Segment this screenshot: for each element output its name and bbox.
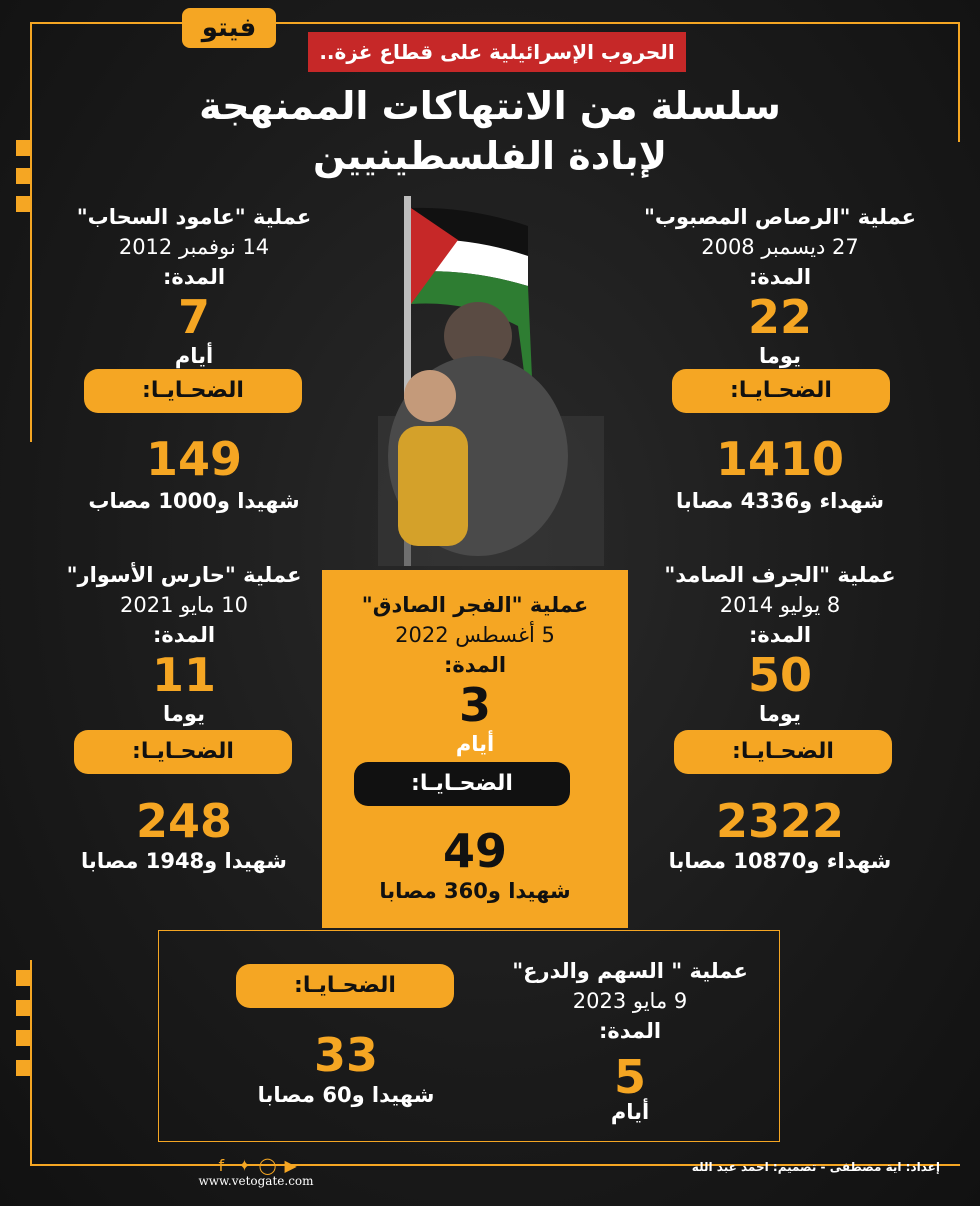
social-links: [186, 1156, 326, 1175]
credits-text: إعداد: اية مصطفى - تصميم: احمد عبد الله: [691, 1160, 940, 1174]
casualties-pill: الضحـايـا:: [674, 730, 892, 774]
photo-child-head: [404, 370, 456, 422]
duration-value: 5: [613, 1050, 646, 1104]
instagram-icon[interactable]: ◯: [258, 1156, 277, 1175]
duration-value: 22: [747, 290, 812, 344]
operation-date: 10 مايو 2021: [120, 593, 248, 617]
page-title-line2: لإبادة الفلسطينيين: [312, 134, 668, 178]
frame-dash: [16, 196, 32, 212]
casualties-details: شهداء و4336 مصابا: [675, 489, 885, 513]
duration-label: المدة:: [152, 623, 216, 647]
duration-unit: أيام: [174, 344, 214, 368]
killed-count: 248: [135, 794, 233, 848]
operation-card: [44, 560, 324, 728]
operation-card: [640, 202, 920, 370]
facebook-icon[interactable]: f: [218, 1156, 225, 1175]
duration-unit: أيام: [610, 1100, 650, 1124]
casualties-pill: الضحـايـا:: [74, 730, 292, 774]
operation-card: [490, 956, 770, 1046]
frame-dash: [16, 970, 32, 986]
operation-card: [322, 590, 628, 758]
killed-count: 49: [442, 824, 507, 878]
duration-value: 7: [177, 290, 210, 344]
operation-name: عملية "الفجر الصادق": [361, 593, 589, 617]
palestine-flag-illustration: [378, 196, 608, 566]
casualties-pill: الضحـايـا:: [354, 762, 570, 806]
frame-dash: [16, 140, 32, 156]
operation-date: 27 ديسمبر 2008: [701, 235, 859, 259]
duration-unit: يوما: [163, 702, 205, 726]
casualties-details: شهيدا و60 مصابا: [257, 1083, 435, 1107]
operation-date: 14 نوفمبر 2012: [118, 235, 270, 259]
duration-value: 11: [151, 648, 216, 702]
page-title-line1: سلسلة من الانتهاكات الممنهجة: [199, 84, 781, 128]
duration-value: 3: [458, 678, 491, 732]
duration-unit: أيام: [455, 732, 495, 756]
killed-count: 33: [313, 1028, 378, 1082]
frame-dash: [16, 1060, 32, 1076]
duration-label: المدة:: [748, 265, 812, 289]
duration-label: المدة:: [598, 1019, 662, 1043]
killed-count: 1410: [715, 432, 845, 486]
operation-name: عملية "الجرف الصامد": [664, 563, 896, 587]
casualties-details: شهيدا و1000 مصاب: [88, 489, 300, 513]
operation-date: 9 مايو 2023: [572, 989, 688, 1013]
website-link[interactable]: www.vetogate.com: [198, 1174, 314, 1188]
killed-count: 149: [145, 432, 243, 486]
casualties-details: شهيدا و360 مصابا: [379, 879, 571, 903]
veto-logo[interactable]: فيتو: [182, 8, 276, 48]
duration-label: المدة:: [748, 623, 812, 647]
casualties-details: شهداء و10870 مصابا: [668, 849, 892, 873]
casualties-pill: الضحـايـا:: [84, 369, 302, 413]
operation-date: 8 يوليو 2014: [719, 593, 841, 617]
casualties-pill: الضحـايـا:: [672, 369, 890, 413]
operation-name: عملية " السهم والدرع": [512, 959, 748, 983]
operation-date: 5 أغسطس 2022: [395, 623, 555, 647]
operation-card: [640, 560, 920, 728]
operation-name: عملية "حارس الأسوار": [66, 563, 302, 587]
duration-label: المدة:: [443, 653, 507, 677]
photo-child-body: [398, 426, 468, 546]
casualties-pill: الضحـايـا:: [236, 964, 454, 1008]
duration-value: 50: [747, 648, 812, 702]
frame-dash: [16, 1030, 32, 1046]
killed-count: 2322: [715, 794, 845, 848]
operation-name: عملية "عامود السحاب": [76, 205, 312, 229]
twitter-icon[interactable]: ✦: [237, 1156, 252, 1175]
header-banner: الحروب الإسرائيلية على قطاع غزة..: [308, 32, 686, 72]
duration-unit: يوما: [759, 702, 801, 726]
frame-right-line: [958, 22, 960, 142]
duration-label: المدة:: [162, 265, 226, 289]
frame-dash: [16, 168, 32, 184]
casualties-details: شهيدا و1948 مصابا: [81, 849, 287, 873]
operation-name: عملية "الرصاص المصبوب": [643, 205, 917, 229]
frame-top-line: [30, 22, 960, 24]
youtube-icon[interactable]: ▶: [284, 1156, 297, 1175]
operation-card: [54, 202, 334, 370]
duration-unit: يوما: [759, 344, 801, 368]
frame-dash: [16, 1000, 32, 1016]
frame-left-line: [30, 22, 32, 442]
